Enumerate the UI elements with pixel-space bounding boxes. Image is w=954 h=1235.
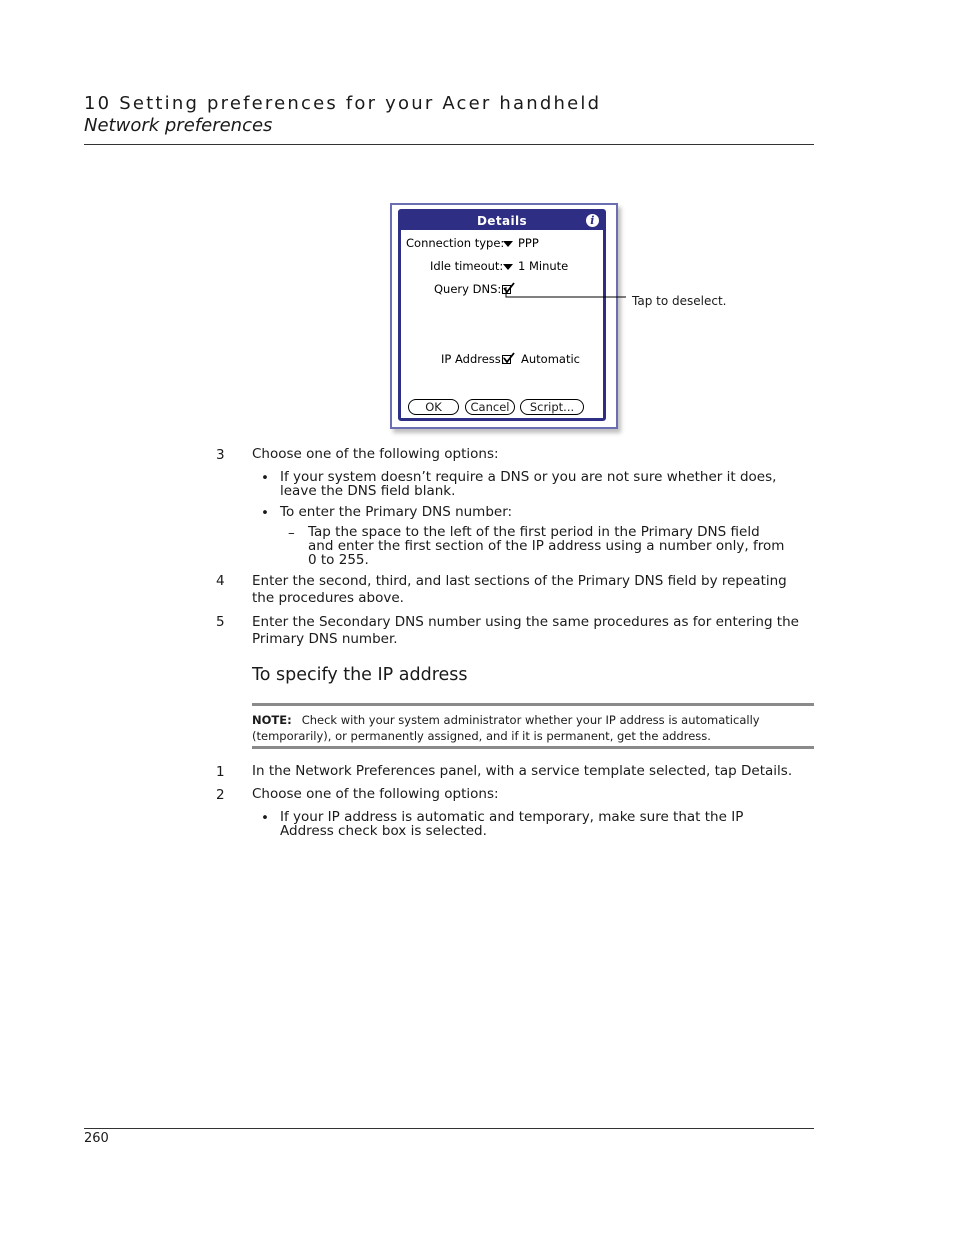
- idle-timeout-value[interactable]: 1 Minute: [518, 259, 569, 273]
- checkmark-icon: [502, 352, 516, 366]
- bullet-text: To enter the Primary DNS number:: [280, 504, 513, 520]
- bullet-marker: •: [261, 470, 269, 486]
- callout-line: [500, 285, 630, 305]
- ip-address-value: Automatic: [521, 352, 580, 366]
- info-icon[interactable]: i: [586, 214, 599, 227]
- cancel-button[interactable]: Cancel: [465, 399, 515, 415]
- bullet-marker: •: [261, 505, 269, 521]
- dropdown-arrow-icon[interactable]: [503, 264, 513, 270]
- step-text: Enter the Secondary DNS number using the same procedures as for entering the Primary DNS number.: [252, 614, 799, 647]
- note-box: [252, 703, 814, 749]
- bullet-text: If your system doesn’t require a DNS or you are not sure whether it does, leave the DNS field blank.: [280, 469, 777, 499]
- callout-text: Tap to deselect.: [632, 294, 727, 308]
- bullet-marker: •: [261, 810, 269, 826]
- note-label: NOTE:: [252, 713, 292, 727]
- details-dialog: [398, 209, 606, 421]
- step-text: Choose one of the following options:: [252, 446, 499, 462]
- query-dns-label: Query DNS:: [434, 282, 502, 296]
- step-number: 5: [216, 614, 225, 630]
- details-dialog-screenshot: [390, 203, 618, 429]
- connection-type-label: Connection type:: [406, 236, 505, 250]
- note-text: Check with your system administrator whether your IP address is automatically (temporarily), or permanently assigned, and if it is permanent, get the address.: [252, 713, 760, 743]
- dash-marker: –: [288, 525, 295, 541]
- bullet-text: If your IP address is automatic and temporary, make sure that the IP Address check box is selected.: [280, 809, 744, 839]
- script-button[interactable]: Script...: [520, 399, 584, 415]
- step-number: 4: [216, 573, 225, 589]
- step-text: In the Network Preferences panel, with a service template selected, tap Details.: [252, 763, 793, 779]
- ip-address-label: IP Address:: [441, 352, 505, 366]
- dialog-title: Details: [476, 214, 528, 228]
- step-number: 1: [216, 764, 225, 780]
- sub-bullet-text: Tap the space to the left of the first period in the Primary DNS field and enter the first section of the IP address using a number only, from 0 to 255.: [308, 524, 785, 568]
- footer-rule: [84, 1128, 814, 1129]
- chapter-title: 10 Setting preferences for your Acer handheld: [84, 93, 602, 114]
- step-text: Choose one of the following options:: [252, 786, 499, 802]
- step-number: 3: [216, 447, 225, 463]
- idle-timeout-label: Idle timeout:: [430, 259, 504, 273]
- dropdown-arrow-icon[interactable]: [503, 241, 513, 247]
- section-title: Network preferences: [84, 115, 273, 136]
- page-number: 260: [84, 1131, 109, 1146]
- step-text: Enter the second, third, and last sections of the Primary DNS field by repeating the procedures above.: [252, 573, 787, 606]
- dialog-titlebar: [401, 212, 603, 230]
- ok-button[interactable]: OK: [408, 399, 459, 415]
- header-rule: [84, 144, 814, 145]
- ip-address-checkbox[interactable]: [502, 355, 511, 364]
- step-number: 2: [216, 787, 225, 803]
- subheading: To specify the IP address: [252, 665, 468, 685]
- connection-type-value[interactable]: PPP: [518, 236, 539, 250]
